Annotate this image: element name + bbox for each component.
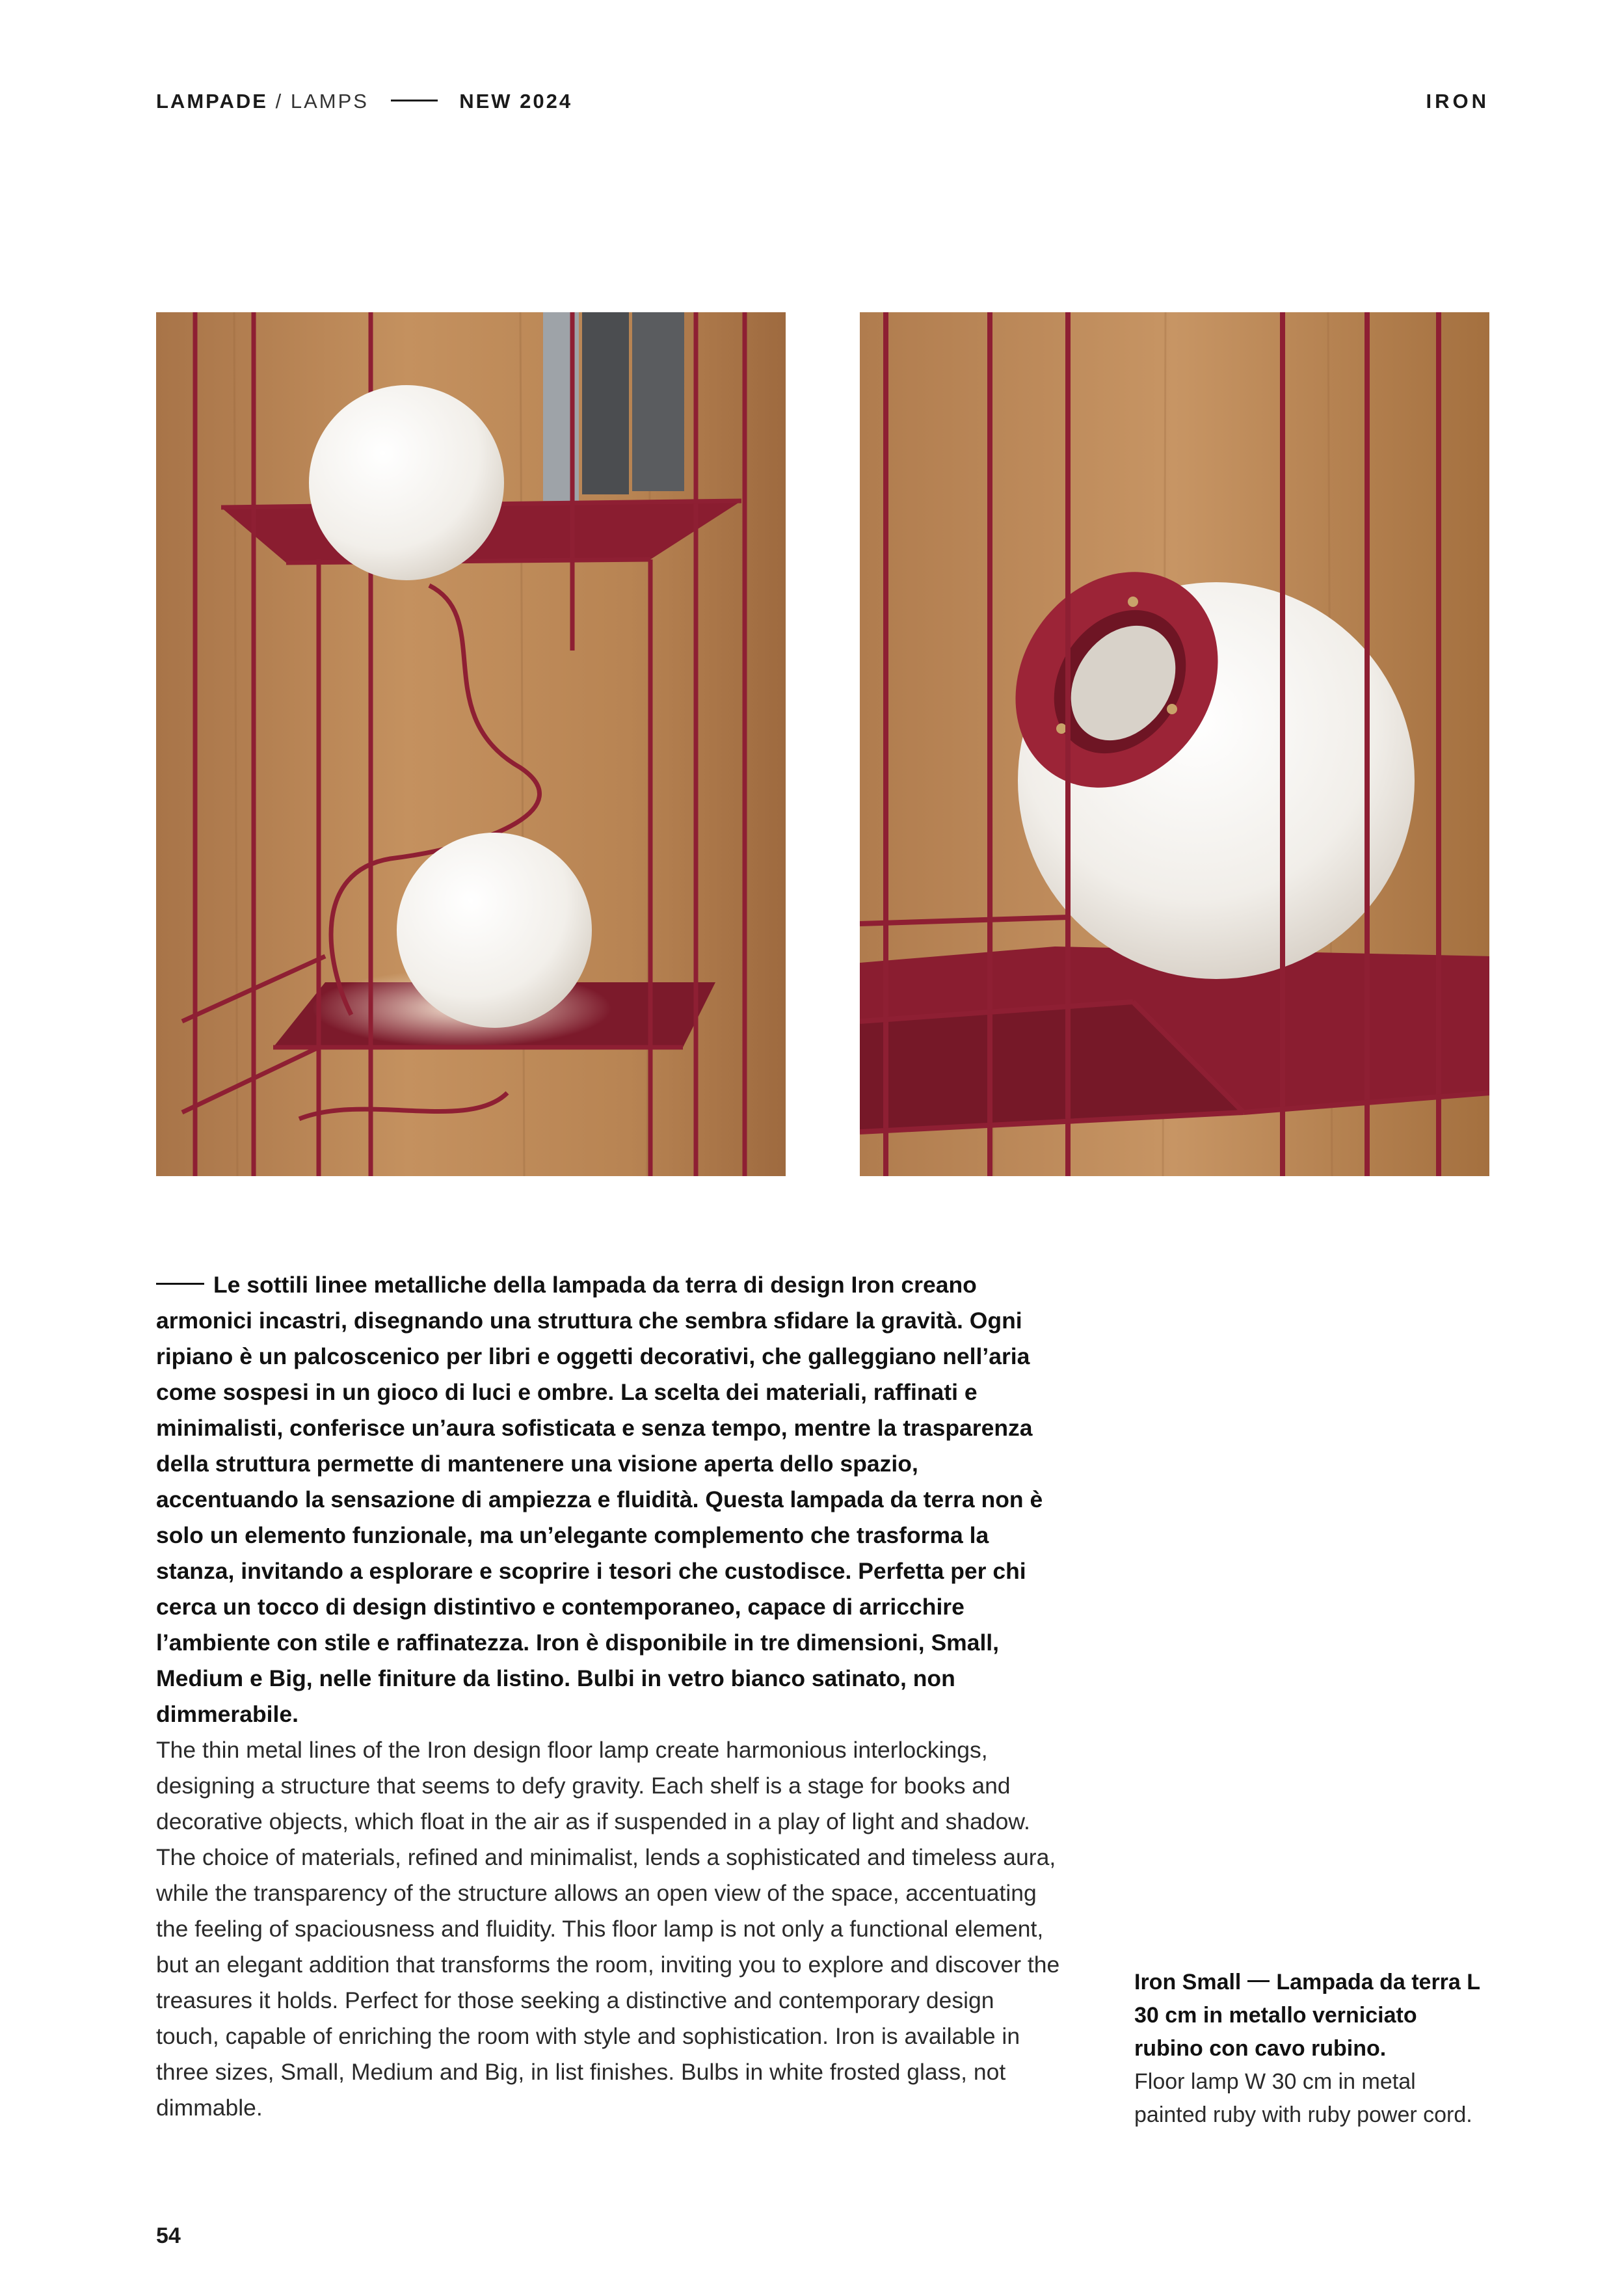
photo-lamp-shelves-image <box>156 312 786 1176</box>
lead-dash <box>156 1283 204 1285</box>
page-number: 54 <box>156 2223 181 2248</box>
description-text <box>156 1267 1060 2126</box>
product-caption <box>1134 1966 1485 2132</box>
header-section-en: LAMPS <box>290 90 369 113</box>
caption-product-name: Iron Small <box>1134 1970 1242 1994</box>
description-italian-text: Le sottili linee metalliche della lampada da terra di design Iron creano armonici incastri, disegnando una struttura che sembra sfidare la gravità. Ogni ripiano è un palcoscenico per libri e oggetti decorativi, che galleggiano nell’aria come sospesi in un gioco di luci e ombre. La scelta dei materiali, raffinati e minimalisti, conferisce un’aura sofisticata e senza tempo, mentre la trasparenza della struttura permette di mantenere una visione aperta dello spazio, accentuando la sensazione di ampiezza e fluidità. Questa lampada da terra non è solo un elemento funzionale, ma un’elegante complemento che trasforma la stanza, invitando a esplorare e scoprire i tesori che custodisce. Perfetta per chi cerca un tocco di design distintivo e contemporaneo, capace di arricchire l’ambiente con stile e raffinatezza. Iron è disponibile in tre dimensioni, Small, Medium e Big, nelle finiture da listino. Bulbi in vetro bianco satinato, non dimmerabile. <box>156 1272 1043 1727</box>
caption-italian <box>1134 1966 1485 2065</box>
description-english: The thin metal lines of the Iron design floor lamp create harmonious interlockings, designing a structure that seems to defy gravity. Each shelf is a stage for books and decorative objects, which float in the air as if suspended in a play of light and shadow. The choice of materials, refined and minimalist, lends a sophisticated and timeless aura, while the transparency of the structure allows an open view of the space, accentuating the feeling of spaciousness and fluidity. This floor lamp is not only a functional element, but an elegant addition that transforms the room, inviting you to explore and discover the treasures it holds. Perfect for those seeking a distinctive and contemporary design touch, capable of enriching the room with style and sophistication. Iron is available in three sizes, Small, Medium and Big, in list finishes. Bulbs in white frosted glass, not dimmable. <box>156 1737 1060 2121</box>
header-breadcrumb <box>156 88 572 114</box>
header-section-it: LAMPADE <box>156 90 268 113</box>
header-edition: NEW 2024 <box>459 90 573 113</box>
photo-globe-detail <box>860 312 1489 1176</box>
caption-english: Floor lamp W 30 cm in metal painted ruby with ruby power cord. <box>1134 2069 1472 2127</box>
photo-lamp-shelves <box>156 312 786 1176</box>
header-dash <box>391 100 438 101</box>
photo-globe-detail-image <box>860 312 1489 1176</box>
header-separator: / <box>275 90 284 113</box>
page-header <box>156 88 1489 114</box>
caption-italian-text: Lampada da terra L 30 cm in metallo verniciato rubino con cavo rubino. <box>1134 1970 1480 2061</box>
header-product-name: IRON <box>1426 90 1489 113</box>
description-italian <box>156 1267 1060 1732</box>
caption-dash <box>1247 1980 1270 1982</box>
